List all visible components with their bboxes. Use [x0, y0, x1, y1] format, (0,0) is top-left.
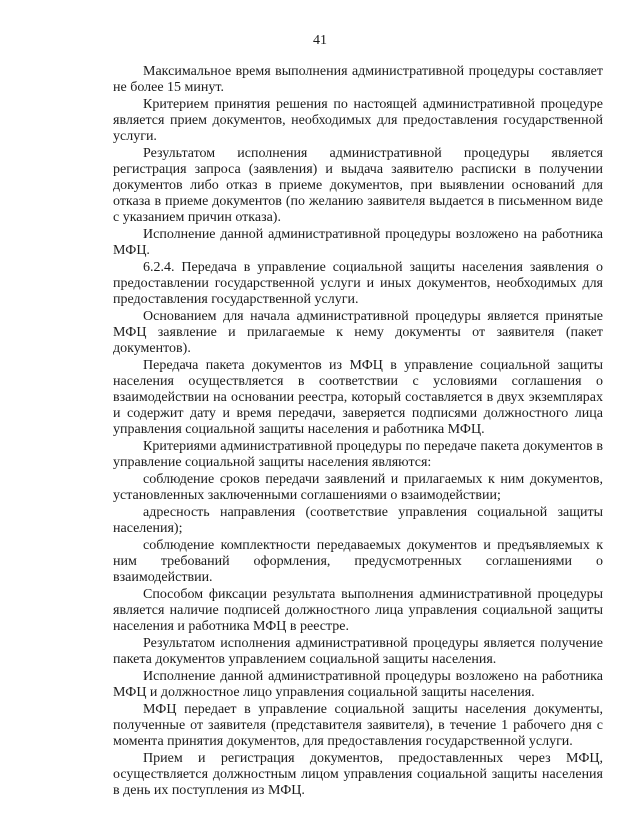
- document-body: [113, 64, 603, 799]
- paragraph: Критериями административной процедуры по передаче пакета документов в управление социальной защиты населения являются:: [113, 439, 603, 470]
- section-heading-6-2-4: 6.2.4. Передача в управление социальной защиты населения заявления о предоставлении государственной услуги и иных документов, необходимых для предоставления государственной услуги.: [113, 260, 603, 307]
- paragraph: Исполнение данной административной процедуры возложено на работника МФЦ.: [113, 227, 603, 258]
- paragraph: Передача пакета документов из МФЦ в управление социальной защиты населения осуществляется в соответствии с условиями соглашения о взаимодействии на основании реестра, который составляется в двух экземплярах и содержит дату и время передачи, заверяется подписями должностного лица управления социальной защиты населения и работника МФЦ.: [113, 358, 603, 437]
- paragraph: Исполнение данной административной процедуры возложено на работника МФЦ и должностное лицо управления социальной защиты населения.: [113, 669, 603, 700]
- page-number: 41: [313, 33, 327, 48]
- paragraph: Критерием принятия решения по настоящей административной процедуре является прием документов, необходимых для предоставления государственной услуги.: [113, 97, 603, 144]
- paragraph: Максимальное время выполнения административной процедуры составляет не более 15 минут.: [113, 64, 603, 95]
- list-item: соблюдение сроков передачи заявлений и прилагаемых к ним документов, установленных заключенными соглашениями о взаимодействии;: [113, 472, 603, 503]
- list-item: адресность направления (соответствие управления социальной защиты населения);: [113, 505, 603, 536]
- paragraph: МФЦ передает в управление социальной защиты населения документы, полученные от заявителя (представителя заявителя), в течение 1 рабочего дня с момента принятия документов, для предоставления государственной услуги.: [113, 702, 603, 749]
- paragraph: Основанием для начала административной процедуры является принятые МФЦ заявление и прилагаемые к нему документы от заявителя (пакет документов).: [113, 309, 603, 356]
- paragraph: Способом фиксации результата выполнения административной процедуры является наличие подписей должностного лица управления социальной защиты населения и работника МФЦ в реестре.: [113, 587, 603, 634]
- list-item: соблюдение комплектности передаваемых документов и предъявляемых к ним требований оформления, предусмотренных соглашениями о взаимодействии.: [113, 538, 603, 585]
- paragraph: Результатом исполнения административной процедуры является получение пакета документов управлением социальной защиты населения.: [113, 636, 603, 667]
- paragraph: Результатом исполнения административной процедуры является регистрация запроса (заявления) и выдача заявителю расписки в получении документов либо отказ в приеме документов, при выявлении оснований для отказа в приеме документов (по желанию заявителя выдается в письменном виде с указанием причин отказа).: [113, 146, 603, 225]
- paragraph: Прием и регистрация документов, предоставленных через МФЦ, осуществляется должностным лицом управления социальной защиты населения в день их поступления из МФЦ.: [113, 751, 603, 798]
